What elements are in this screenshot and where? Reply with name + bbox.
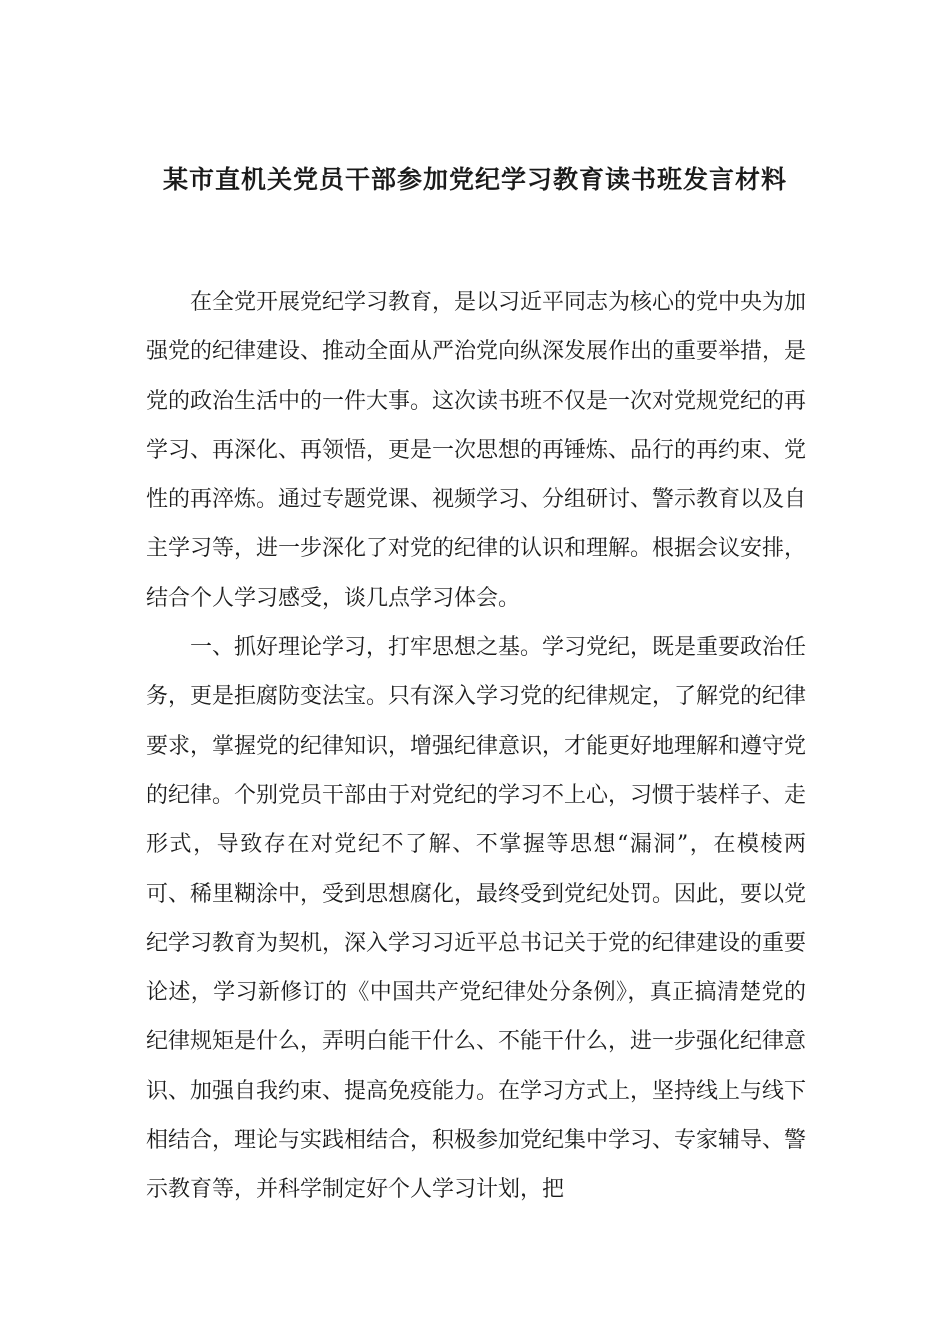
paragraph-intro: 在全党开展党纪学习教育，是以习近平同志为核心的党中央为加强党的纪律建设、推动全面从严治党向纵深发展作出的重要举措，是党的政治生活中的一件大事。这次读书班不仅是一次对党规党纪的再学习、再深化、再领悟，更是一次思想的再锤炼、品行的再约束、党性的再淬炼。通过专题党课、视频学习、分组研讨、警示教育以及自主学习等，进一步深化了对党的纪律的认识和理解。根据会议安排，结合个人学习感受，谈几点学习体会。 bbox=[146, 290, 807, 611]
document-title: 某市直机关党员干部参加党纪学习教育读书班发言材料 bbox=[162, 165, 787, 194]
document-body bbox=[146, 278, 806, 1215]
paragraph-section-one: 一、抓好理论学习，打牢思想之基。学习党纪，既是重要政治任务，更是拒腐防变法宝。只有深入学习党的纪律规定，了解党的纪律要求，掌握党的纪律知识，增强纪律意识，才能更好地理解和遵守党的纪律。个别党员干部由于对党纪的学习不上心，习惯于装样子、走形式，导致存在对党纪不了解、不掌握等思想“漏洞”，在模棱两可、稀里糊涂中，受到思想腐化，最终受到党纪处罚。因此，要以党纪学习教育为契机，深入学习习近平总书记关于党的纪律建设的重要论述，学习新修订的《中国共产党纪律处分条例》，真正搞清楚党的纪律规矩是什么，弄明白能干什么、不能干什么，进一步强化纪律意识、加强自我约束、提高免疫能力。在学习方式上，坚持线上与线下相结合，理论与实践相结合，积极参加党纪集中学习、专家辅导、警示教育等，并科学制定好个人学习计划，把 bbox=[146, 635, 807, 1203]
